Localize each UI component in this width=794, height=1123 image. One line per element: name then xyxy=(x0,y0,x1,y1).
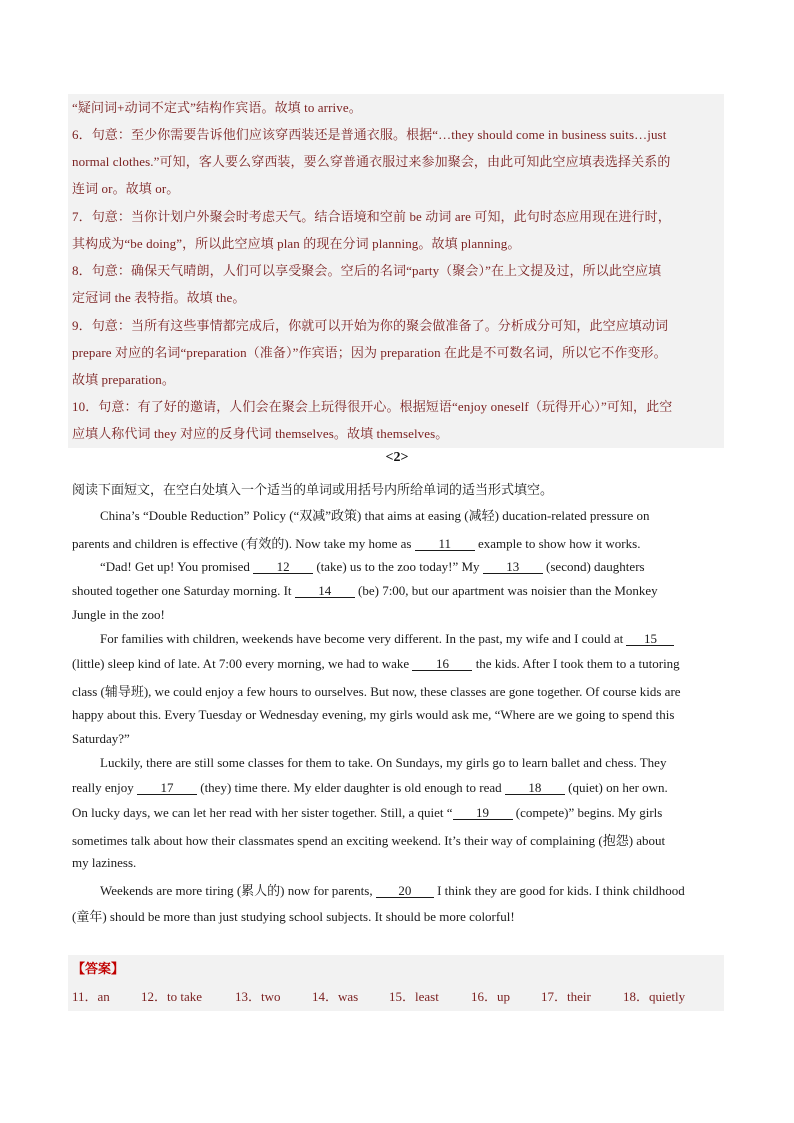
passage-text: I think they are good for kids. I think childhood xyxy=(433,883,685,898)
passage-text: Weekends are more tiring (累人的) now for parents, xyxy=(100,883,376,898)
instruction: 阅读下面短文，在空白处填入一个适当的单词或用括号内所给单词的适当形式填空。 xyxy=(72,482,554,497)
passage-line: (童年) should be more than just studying school subjects. It should be more colorful! xyxy=(72,909,515,924)
answer-item: 14．was xyxy=(312,989,359,1004)
explanation-line: 连词 or。故填 or。 xyxy=(72,181,180,196)
explanation-line: 应填人称代词 they 对应的反身代词 themselves。故填 themselves。 xyxy=(72,426,449,441)
passage-line: my laziness. xyxy=(72,855,137,870)
answer-item: 11．an xyxy=(72,989,110,1004)
blank-13[interactable]: 13 xyxy=(483,560,543,574)
passage-line: Saturday?” xyxy=(72,731,130,746)
explanation-line: 7．句意：当你计划户外聚会时考虑天气。结合语境和空前 be 动词 are 可知，此句时态应用现在进行时， xyxy=(72,209,671,224)
explanation-line: 定冠词 the 表特指。故填 the。 xyxy=(72,290,246,305)
answer-item: 17．their xyxy=(541,989,591,1004)
passage-text: (quiet) on her own. xyxy=(564,780,668,795)
passage-text: really enjoy xyxy=(72,780,137,795)
passage-text: (little) sleep kind of late. At 7:00 every morning, we had to wake xyxy=(72,656,413,671)
blank-14[interactable]: 14 xyxy=(295,584,355,598)
passage-text: (compete)” begins. My girls xyxy=(512,805,663,820)
passage-text: For families with children, weekends have become very different. In the past, my wife and I could at xyxy=(100,631,627,646)
passage-line xyxy=(100,559,645,575)
passage-line: China’s “Double Reduction” Policy (“双减”政策) that aims at easing (减轻) ducation-related pressure on xyxy=(100,508,650,523)
passage-line: Jungle in the zoo! xyxy=(72,607,165,622)
passage-line xyxy=(72,656,680,672)
passage-line xyxy=(72,780,668,796)
passage-line xyxy=(72,533,640,552)
explanation-line: 9．句意：当所有这些事情都完成后，你就可以开始为你的聚会做准备了。分析成分可知，此空应填动词 xyxy=(72,318,669,333)
passage-line: happy about this. Every Tuesday or Wednesday evening, my girls would ask me, “Where are we going to spend this xyxy=(72,707,675,722)
blank-20[interactable]: 20 xyxy=(376,884,434,898)
section-title: <2> xyxy=(385,450,409,465)
answer-item: 15．least xyxy=(389,989,439,1004)
blank-17[interactable]: 17 xyxy=(137,781,197,795)
blank-11[interactable]: 11 xyxy=(415,537,475,551)
passage-line: class (辅导班), we could enjoy a few hours to ourselves. But now, these classes are gone together. Of course kids are xyxy=(72,684,681,699)
blank-15[interactable]: 15 xyxy=(626,632,674,646)
passage-line: sometimes talk about how their classmates spend an exciting weekend. It’s their way of complaining (抱怨) about xyxy=(72,833,666,848)
answer-item: 18．quietly xyxy=(623,989,686,1004)
explanation-line: 其构成为“be doing”，所以此空应填 plan 的现在分词 planning。故填 planning。 xyxy=(72,236,521,251)
explanation-line: 8．句意：确保天气晴朗，人们可以享受聚会。空后的名词“party（聚会）”在上文提及过，所以此空应填 xyxy=(72,263,662,278)
blank-19[interactable]: 19 xyxy=(453,806,513,820)
passage-text: the kids. After I took them to a tutoring xyxy=(472,656,680,671)
passage-text: (they) time there. My elder daughter is old enough to read xyxy=(196,780,505,795)
passage-text: (second) daughters xyxy=(542,559,645,574)
passage-text: (take) us to the zoo today!” My xyxy=(313,559,483,574)
blank-16[interactable]: 16 xyxy=(412,657,472,671)
explanation-line: 6．句意：至少你需要告诉他们应该穿西装还是普通衣服。根据“…they should come in business suits…just xyxy=(72,127,667,142)
passage-text: parents and children is effective (有效的). Now take my home as xyxy=(72,536,415,551)
passage-text: “Dad! Get up! You promised xyxy=(100,559,254,574)
passage-line xyxy=(100,631,674,647)
answer-item: 12．to take xyxy=(141,989,203,1004)
explanation-line: 10．句意：有了好的邀请，人们会在聚会上玩得很开心。根据短语“enjoy oneself（玩得开心）”可知，此空 xyxy=(72,399,673,414)
answer-key-label: 【答案】 xyxy=(72,961,125,976)
explanation-line: normal clothes.”可知，客人要么穿西装，要么穿普通衣服过来参加聚会，由此可知此空应填表选择关系的 xyxy=(72,154,671,169)
answer-item: 13．two xyxy=(235,989,281,1004)
passage-text: (be) 7:00, but our apartment was noisier than the Monkey xyxy=(354,583,658,598)
passage-text: On lucky days, we can let her read with her sister together. Still, a quiet “ xyxy=(72,805,453,820)
passage-text: example to show how it works. xyxy=(474,536,641,551)
explanation-line: prepare 对应的名词“preparation（准备）”作宾语；因为 preparation 在此是不可数名词，所以它不作变形。 xyxy=(72,345,667,360)
passage-line xyxy=(100,880,685,899)
passage-line xyxy=(72,583,658,599)
explanation-line: 故填 preparation。 xyxy=(72,372,175,387)
passage-line: Luckily, there are still some classes for them to take. On Sundays, my girls go to learn ballet and chess. They xyxy=(100,755,667,770)
passage-line xyxy=(72,805,662,821)
explanation-line: “疑问词+动词不定式”结构作宾语。故填 to arrive。 xyxy=(72,100,362,115)
passage-text: shouted together one Saturday morning. It xyxy=(72,583,295,598)
answer-item: 16．up xyxy=(471,989,511,1004)
blank-18[interactable]: 18 xyxy=(505,781,565,795)
blank-12[interactable]: 12 xyxy=(253,560,313,574)
